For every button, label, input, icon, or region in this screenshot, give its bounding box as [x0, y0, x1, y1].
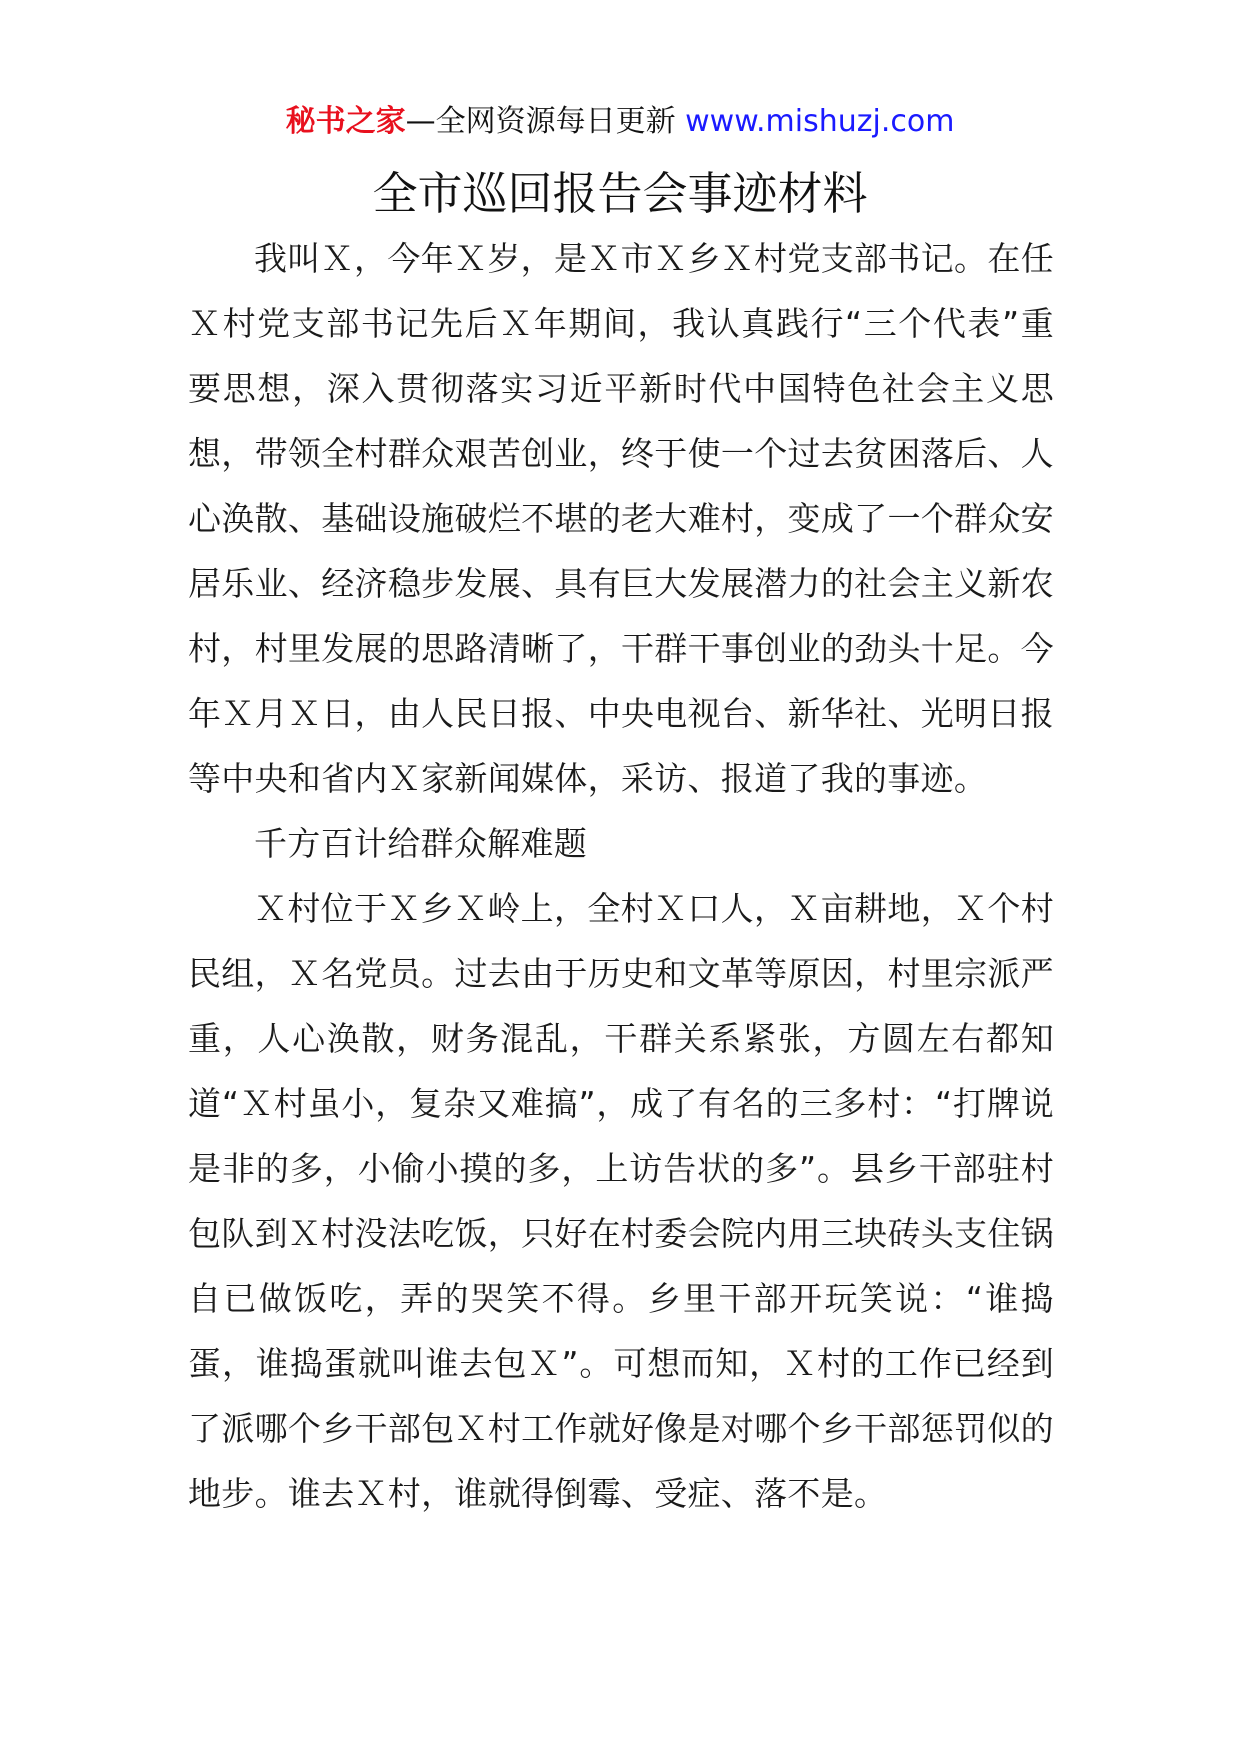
site-brand: 秘书之家 — [285, 104, 406, 139]
site-url[interactable]: www.mishuzj.com — [685, 104, 955, 139]
site-tagline: —全网资源每日更新 — [405, 104, 676, 139]
section-heading: 千方百计给群众解难题 — [254, 824, 587, 863]
site-header — [0, 100, 1240, 144]
document-body — [188, 226, 1054, 1526]
document-title: 全市巡回报告会事迹材料 — [372, 167, 868, 220]
paragraph-village-background: Ｘ村位于Ｘ乡Ｘ岭上，全村Ｘ口人，Ｘ亩耕地，Ｘ个村民组，Ｘ名党员。过去由于历史和文革等原因，村里宗派严重，人心涣散，财务混乱，干群关系紧张，方圆左右都知道“Ｘ村虽小，复杂又难搞”，成了有名的三多村：“打牌说是非的多，小偷小摸的多，上访告状的多”。县乡干部驻村包队到Ｘ村没法吃饭，只好在村委会院内用三块砖头支住锅自已做饭吃，弄的哭笑不得。乡里干部开玩笑说：“谁捣蛋，谁捣蛋就叫谁去包Ｘ”。可想而知，Ｘ村的工作已经到了派哪个乡干部包Ｘ村工作就好像是对哪个乡干部惩罚似的地步。谁去Ｘ村，谁就得倒霉、受症、落不是。 — [188, 889, 1054, 1513]
paragraph-intro: 我叫Ｘ，今年Ｘ岁，是Ｘ市Ｘ乡Ｘ村党支部书记。在任Ｘ村党支部书记先后Ｘ年期间，我认真践行“三个代表”重要思想，深入贯彻落实习近平新时代中国特色社会主义思想，带领全村群众艰苦创业，终于使一个过去贫困落后、人心涣散、基础设施破烂不堪的老大难村，变成了一个群众安居乐业、经济稳步发展、具有巨大发展潜力的社会主义新农村，村里发展的思路清晰了，干群干事创业的劲头十足。今年Ｘ月Ｘ日，由人民日报、中央电视台、新华社、光明日报等中央和省内Ｘ家新闻媒体，采访、报道了我的事迹。 — [188, 239, 1054, 798]
